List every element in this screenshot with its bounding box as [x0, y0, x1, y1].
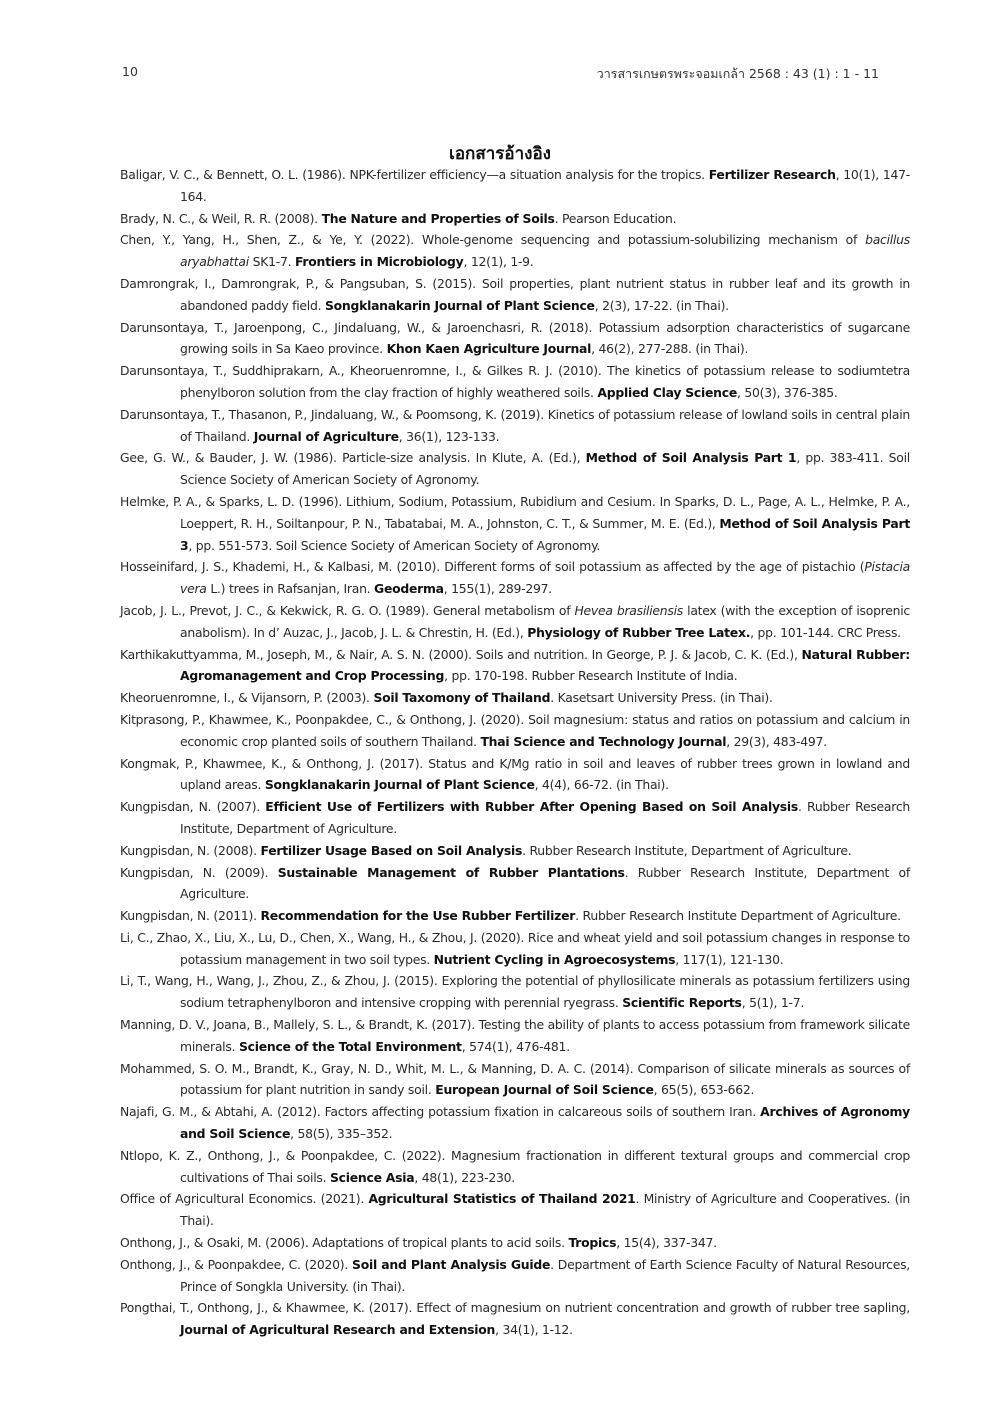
reference-text: , 10(1), 147-164.	[180, 167, 910, 204]
reference-text: Kungpisdan, N. (2009).	[120, 864, 278, 880]
reference-text: Baligar, V. C., & Bennett, O. L. (1986). NPK-fertilizer efficiency—a situation analysis for the tropics.	[120, 167, 709, 182]
reference-source-title: Natural Rubber: Agromanagement and Crop Processing	[180, 646, 910, 684]
reference-entry	[120, 905, 910, 927]
reference-text: , 34(1), 1-12.	[495, 1322, 573, 1338]
reference-text: Damrongrak, I., Damrongrak, P., & Pangsuban, S. (2015). Soil properties, plant nutrient status in rubber leaf and its growth in abandoned paddy field.	[120, 275, 910, 313]
reference-text: Ntlopo, K. Z., Onthong, J., & Poonpakdee, C. (2022). Magnesium fractionation in different textural groups and commercial crop cultivations of Thai soils.	[120, 1147, 910, 1185]
reference-text: , 50(3), 376-385.	[737, 384, 838, 400]
reference-source-title: Thai Science and Technology Journal	[480, 733, 727, 749]
page-number: 10	[122, 64, 138, 79]
reference-text: Onthong, J., & Osaki, M. (2006). Adaptations of tropical plants to acid soils.	[120, 1235, 569, 1251]
reference-entry	[120, 1145, 910, 1189]
reference-text: , pp. 383-411. Soil Science Society of American Society of Agronomy.	[180, 450, 910, 488]
reference-text: , 36(1), 123-133.	[398, 428, 500, 444]
reference-text: , 155(1), 289-297.	[443, 581, 552, 597]
reference-source-title: Fertilizer Usage Based on Soil Analysis	[260, 842, 523, 858]
reference-entry	[120, 927, 910, 971]
reference-text: . Department of Earth Science Faculty of Natural Resources, Prince of Songkla University. (in Thai).	[180, 1256, 910, 1294]
reference-source-title: Agricultural Statistics of Thailand 2021	[368, 1191, 636, 1207]
reference-text: SK1-7.	[248, 254, 295, 270]
reference-source-title: Journal of Agricultural Research and Extension	[180, 1322, 496, 1338]
reference-text: Brady, N. C., & Weil, R. R. (2008).	[120, 210, 322, 226]
reference-text: Darunsontaya, T., Suddhiprakarn, A., Kheoruenromne, I., & Gilkes R. J. (2010). The kinetics of potassium release to sodiumtetra phenylboron solution from the clay fraction of highly weathered soils.	[120, 363, 910, 400]
page-header	[122, 64, 879, 82]
reference-entry	[120, 1232, 910, 1254]
reference-text: . Rubber Research Institute, Department of Agriculture.	[180, 864, 910, 902]
reference-text: Darunsontaya, T., Jaroenpong, C., Jindaluang, W., & Jaroenchasri, R. (2018). Potassium adsorption characteristics of sugarcane growing soils in Sa Kaeo province.	[120, 319, 910, 357]
reference-text: , pp. 551-573. Soil Science Society of American Society of Agronomy.	[188, 537, 601, 553]
reference-text: Jacob, J. L., Prevot, J. C., & Kekwick, R. G. O. (1989). General metabolism of	[120, 602, 575, 618]
reference-text: Darunsontaya, T., Thasanon, P., Jindaluang, W., & Poomsong, K. (2019). Kinetics of potassium release of lowland soils in central plain of Thailand.	[120, 406, 910, 444]
reference-entry	[120, 404, 910, 448]
reference-entry	[120, 1101, 910, 1145]
reference-list	[120, 164, 910, 1341]
reference-text: L.) trees in Rafsanjan, Iran.	[206, 581, 375, 597]
reference-entry	[120, 644, 910, 688]
reference-text: Onthong, J., & Poonpakdee, C. (2020).	[120, 1256, 353, 1272]
reference-text: , 46(2), 277-288. (in Thai).	[591, 341, 749, 357]
reference-text: , 15(4), 337-347.	[616, 1235, 717, 1251]
reference-source-title: Soil and Plant Analysis Guide	[352, 1256, 551, 1272]
reference-entry	[120, 1297, 910, 1341]
reference-text: , 5(1), 1-7.	[741, 995, 805, 1011]
reference-text: , 4(4), 66-72. (in Thai).	[534, 777, 669, 793]
reference-entry	[120, 970, 910, 1014]
reference-entry	[120, 360, 910, 404]
reference-text: , 58(5), 335–352.	[290, 1126, 393, 1142]
reference-text: , 12(1), 1-9.	[463, 254, 534, 270]
reference-text: Kheoruenromne, I., & Vijansorn, P. (2003).	[120, 690, 374, 706]
reference-source-title: Journal of Agriculture	[253, 428, 399, 444]
reference-text: , 65(5), 653-662.	[653, 1082, 755, 1098]
reference-source-title: Applied Clay Science	[597, 384, 737, 400]
reference-source-title: Frontiers in Microbiology	[294, 254, 464, 270]
reference-source-title: Physiology of Rubber Tree Latex.	[527, 624, 751, 640]
reference-entry	[120, 600, 910, 644]
reference-italic-term: Hevea brasiliensis	[574, 602, 683, 618]
reference-source-title: Method of Soil Analysis Part 3	[180, 515, 910, 553]
reference-text: latex (with the exception of isoprenic anabolism). In d’ Auzac, J., Jacob, J. L. & Chrestin, H. (Ed.),	[180, 602, 910, 640]
reference-text: Li, T., Wang, H., Wang, J., Zhou, Z., & Zhou, J. (2015). Exploring the potential of phyllosilicate minerals as potassium fertilizers using sodium tetraphenylboron and intensive cropping with perennial ryegrass.	[120, 973, 910, 1011]
reference-entry	[120, 687, 910, 709]
reference-source-title: Soil Taxomony of Thailand	[373, 690, 551, 706]
reference-entry	[120, 273, 910, 317]
reference-entry	[120, 317, 910, 361]
reference-text: . Pearson Education.	[554, 210, 677, 226]
reference-entry	[120, 796, 910, 840]
reference-text: Hosseinifard, J. S., Khademi, H., & Kalbasi, M. (2010). Different forms of soil potassium as affected by the age of pistachio (	[120, 559, 865, 575]
reference-source-title: Songklanakarin Journal of Plant Science	[324, 297, 595, 313]
reference-text: , 2(3), 17-22. (in Thai).	[594, 297, 729, 313]
reference-text: Kungpisdan, N. (2007).	[120, 799, 266, 815]
reference-text: Karthikakuttyamma, M., Joseph, M., & Nair, A. S. N. (2000). Soils and nutrition. In George, P. J. & Jacob, C. K. (Ed.),	[120, 646, 802, 662]
reference-source-title: Tropics	[568, 1235, 617, 1251]
reference-text: . Kasetsart University Press. (in Thai).	[550, 690, 773, 706]
reference-text: Kungpisdan, N. (2008).	[120, 842, 261, 858]
reference-text: . Rubber Research Institute Department of Agriculture.	[575, 908, 901, 924]
reference-text: . Ministry of Agriculture and Cooperatives. (in Thai).	[180, 1191, 911, 1229]
reference-source-title: Songklanakarin Journal of Plant Science	[264, 777, 535, 793]
reference-text: , 29(3), 483-497.	[726, 733, 827, 749]
reference-text: . Rubber Research Institute, Department of Agriculture.	[180, 799, 910, 836]
reference-source-title: Method of Soil Analysis Part 1	[585, 450, 797, 466]
reference-text: Najafi, G. M., & Abtahi, A. (2012). Factors affecting potassium fixation in calcareous soils of southern Iran.	[120, 1104, 761, 1120]
reference-entry	[120, 164, 910, 208]
reference-source-title: Sustainable Management of Rubber Plantations	[277, 864, 625, 880]
reference-text: Chen, Y., Yang, H., Shen, Z., & Ye, Y. (2022). Whole-genome sequencing and potassium-solubilizing mechanism of	[120, 232, 866, 248]
reference-source-title: Scientific Reports	[622, 995, 742, 1011]
reference-source-title: Geoderma	[374, 581, 444, 597]
reference-text: Kungpisdan, N. (2011).	[120, 908, 261, 924]
reference-entry	[120, 840, 910, 862]
reference-source-title: Archives of Agronomy and Soil Science	[180, 1104, 911, 1142]
reference-source-title: Science of the Total Environment	[238, 1038, 462, 1054]
reference-entry	[120, 1014, 910, 1058]
section-title: เอกสารอ้างอิง	[449, 144, 551, 164]
reference-source-title: European Journal of Soil Science	[435, 1082, 654, 1098]
reference-entry	[120, 1254, 910, 1298]
reference-entry	[120, 556, 910, 600]
reference-entry	[120, 229, 910, 273]
reference-source-title: Fertilizer Research	[708, 167, 836, 182]
reference-entry	[120, 709, 910, 753]
reference-text: Kongmak, P., Khawmee, K., & Onthong, J. (2017). Status and K/Mg ratio in soil and leaves of rubber trees grown in lowland and upland areas.	[120, 755, 910, 793]
reference-text: , pp. 170-198. Rubber Research Institute of India.	[444, 668, 738, 684]
reference-text: , 117(1), 121-130.	[675, 951, 784, 967]
reference-text: . Rubber Research Institute, Department of Agriculture.	[522, 842, 852, 858]
reference-text: , 574(1), 476-481.	[461, 1038, 570, 1054]
reference-source-title: Efficient Use of Fertilizers with Rubber After Opening Based on Soil Analysis	[265, 799, 799, 815]
reference-text: Gee, G. W., & Bauder, J. W. (1986). Particle-size analysis. In Klute, A. (Ed.),	[120, 450, 586, 466]
reference-text: Kitprasong, P., Khawmee, K., Poonpakdee, C., & Onthong, J. (2020). Soil magnesium: status and ratios on potassium and calcium in economic crop planted soils of southern Thailand.	[120, 711, 910, 749]
reference-text: Pongthai, T., Onthong, J., & Khawmee, K. (2017). Effect of magnesium on nutrient concentration and growth of rubber tree sapling,	[120, 1300, 910, 1316]
journal-info: วารสารเกษตรพระจอมเกล้า 2568 : 43 (1) : 1 - 11	[596, 66, 879, 81]
reference-entry	[120, 1058, 910, 1102]
reference-source-title: Science Asia	[330, 1169, 415, 1185]
reference-text: Office of Agricultural Economics. (2021).	[120, 1191, 369, 1207]
reference-source-title: Recommendation for the Use Rubber Fertilizer	[260, 908, 576, 924]
reference-italic-term: bacillus aryabhattai	[180, 232, 910, 270]
reference-source-title: Khon Kaen Agriculture Journal	[386, 341, 592, 357]
reference-entry	[120, 753, 910, 797]
reference-text: Helmke, P. A., & Sparks, L. D. (1996). Lithium, Sodium, Potassium, Rubidium and Cesium. In Sparks, D. L., Page, A. L., Helmke, P. A., Loeppert, R. H., Soiltanpour, P. N., Tabatabai, M. A., Johnston, C. T., & Summer, M. E. (Ed.),	[120, 493, 910, 531]
reference-text: Mohammed, S. O. M., Brandt, K., Gray, N. D., Whit, M. L., & Manning, D. A. C. (2014). Comparison of silicate minerals as sources of potassium for plant nutrition in sandy soil.	[120, 1060, 910, 1098]
reference-entry	[120, 208, 910, 230]
reference-entry	[120, 447, 910, 491]
reference-entry	[120, 491, 910, 556]
reference-text: , 48(1), 223-230.	[414, 1169, 515, 1185]
reference-italic-term: Pistacia vera	[180, 559, 910, 597]
reference-text: , pp. 101-144. CRC Press.	[750, 624, 901, 640]
reference-source-title: Nutrient Cycling in Agroecosystems	[433, 951, 676, 967]
reference-text: Manning, D. V., Joana, B., Mallely, S. L., & Brandt, K. (2017). Testing the ability of plants to access potassium from framework silicate minerals.	[120, 1017, 910, 1054]
reference-text: Li, C., Zhao, X., Liu, X., Lu, D., Chen, X., Wang, H., & Zhou, J. (2020). Rice and wheat yield and soil potassium changes in response to potassium management in two soil types.	[120, 929, 910, 967]
reference-entry	[120, 862, 910, 906]
reference-entry	[120, 1188, 910, 1232]
reference-source-title: The Nature and Properties of Soils	[321, 210, 555, 226]
